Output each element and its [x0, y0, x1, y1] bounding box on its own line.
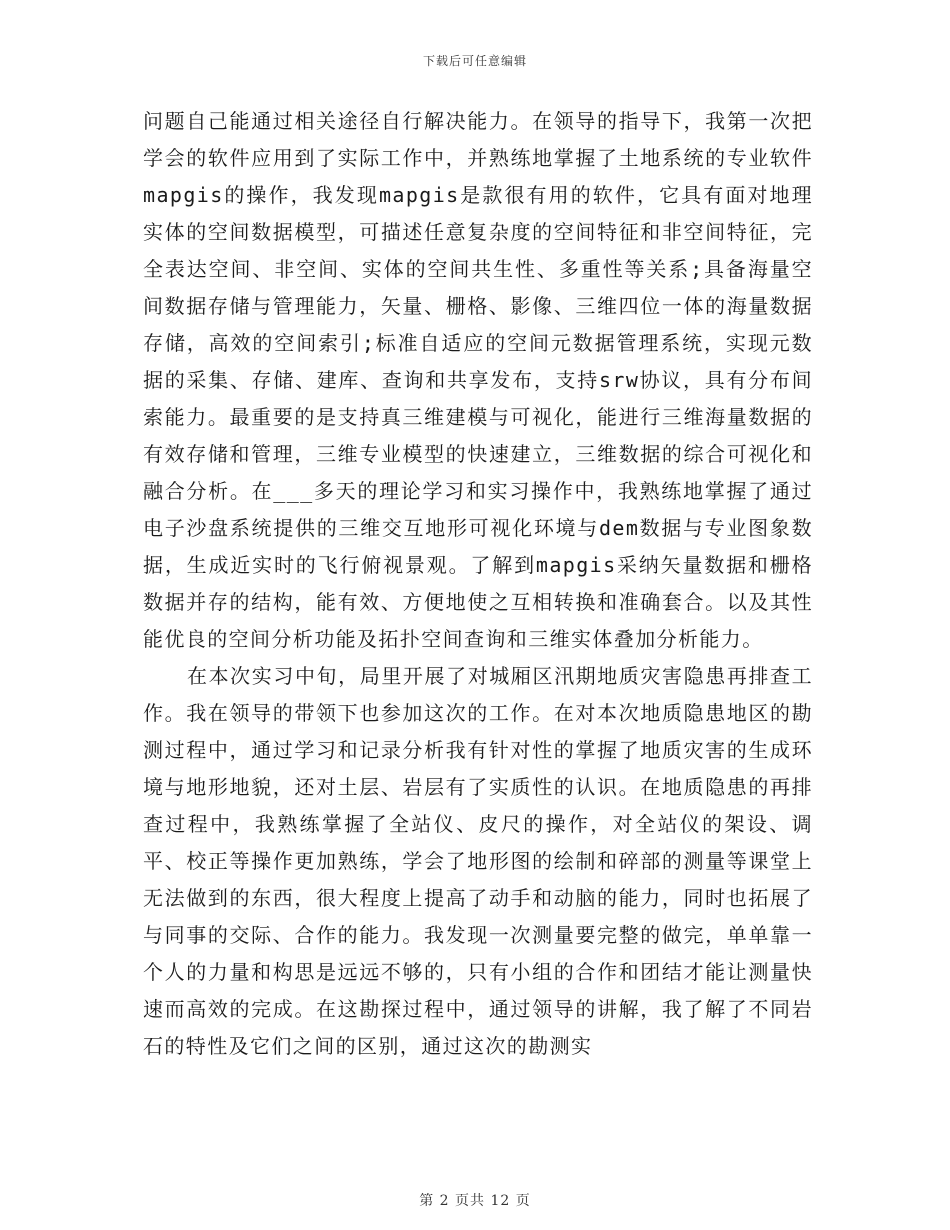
body-text — [143, 103, 813, 1065]
page-footer: 第 2 页共 12 页 — [419, 1193, 531, 1209]
paragraph-2: 在本次实习中旬，局里开展了对城厢区汛期地质灾害隐患再排查工作。我在领导的带领下也参加这次的工作。在对本次地质隐患地区的勘测过程中，通过学习和记录分析我有针对性的掌握了地质灾害的生成环境与地形地貌，还对土层、岩层有了实质性的认识。在地质隐患的再排查过程中，我熟练掌握了全站仪、皮尺的操作，对全站仪的架设、调平、校正等操作更加熟练，学会了地形图的绘制和碎部的测量等课堂上无法做到的东西，很大程度上提高了动手和动脑的能力，同时也拓展了与同事的交际、合作的能力。我发现一次测量要完整的做完，单单靠一个人的力量和构思是远远不够的，只有小组的合作和团结才能让测量快速而高效的完成。在这勘探过程中，通过领导的讲解，我了解了不同岩石的特性及它们之间的区别，通过这次的勘测实 — [143, 664, 813, 1058]
paragraph-1: 问题自己能通过相关途径自行解决能力。在领导的指导下，我第一次把学会的软件应用到了实际工作中，并熟练地掌握了土地系统的专业软件mapgis的操作，我发现mapgis是款很有用的软件，它具有面对地理实体的空间数据模型，可描述任意复杂度的空间特征和非空间特征，完全表达空间、非空间、实体的空间共生性、多重性等关系;具备海量空间数据存储与管理能力，矢量、栅格、影像、三维四位一体的海量数据存储，高效的空间索引;标准自适应的空间元数据管理系统，实现元数据的采集、存储、建库、查询和共享发布，支持srw协议，具有分布间索能力。最重要的是支持真三维建模与可视化，能进行三维海量数据的有效存储和管理，三维专业模型的快速建立，三维数据的综合可视化和融合分析。在___多天的理论学习和实习操作中，我熟练地掌握了通过电子沙盘系统提供的三维交互地形可视化环境与dem数据与专业图象数据，生成近实时的飞行俯视景观。了解到mapgis采纳矢量数据和栅格数据并存的结构，能有效、方便地使之互相转换和准确套合。以及其性能优良的空间分析功能及拓扑空间查询和三维实体叠加分析能力。 — [143, 109, 813, 651]
page-header: 下载后可任意编辑 — [422, 54, 527, 68]
